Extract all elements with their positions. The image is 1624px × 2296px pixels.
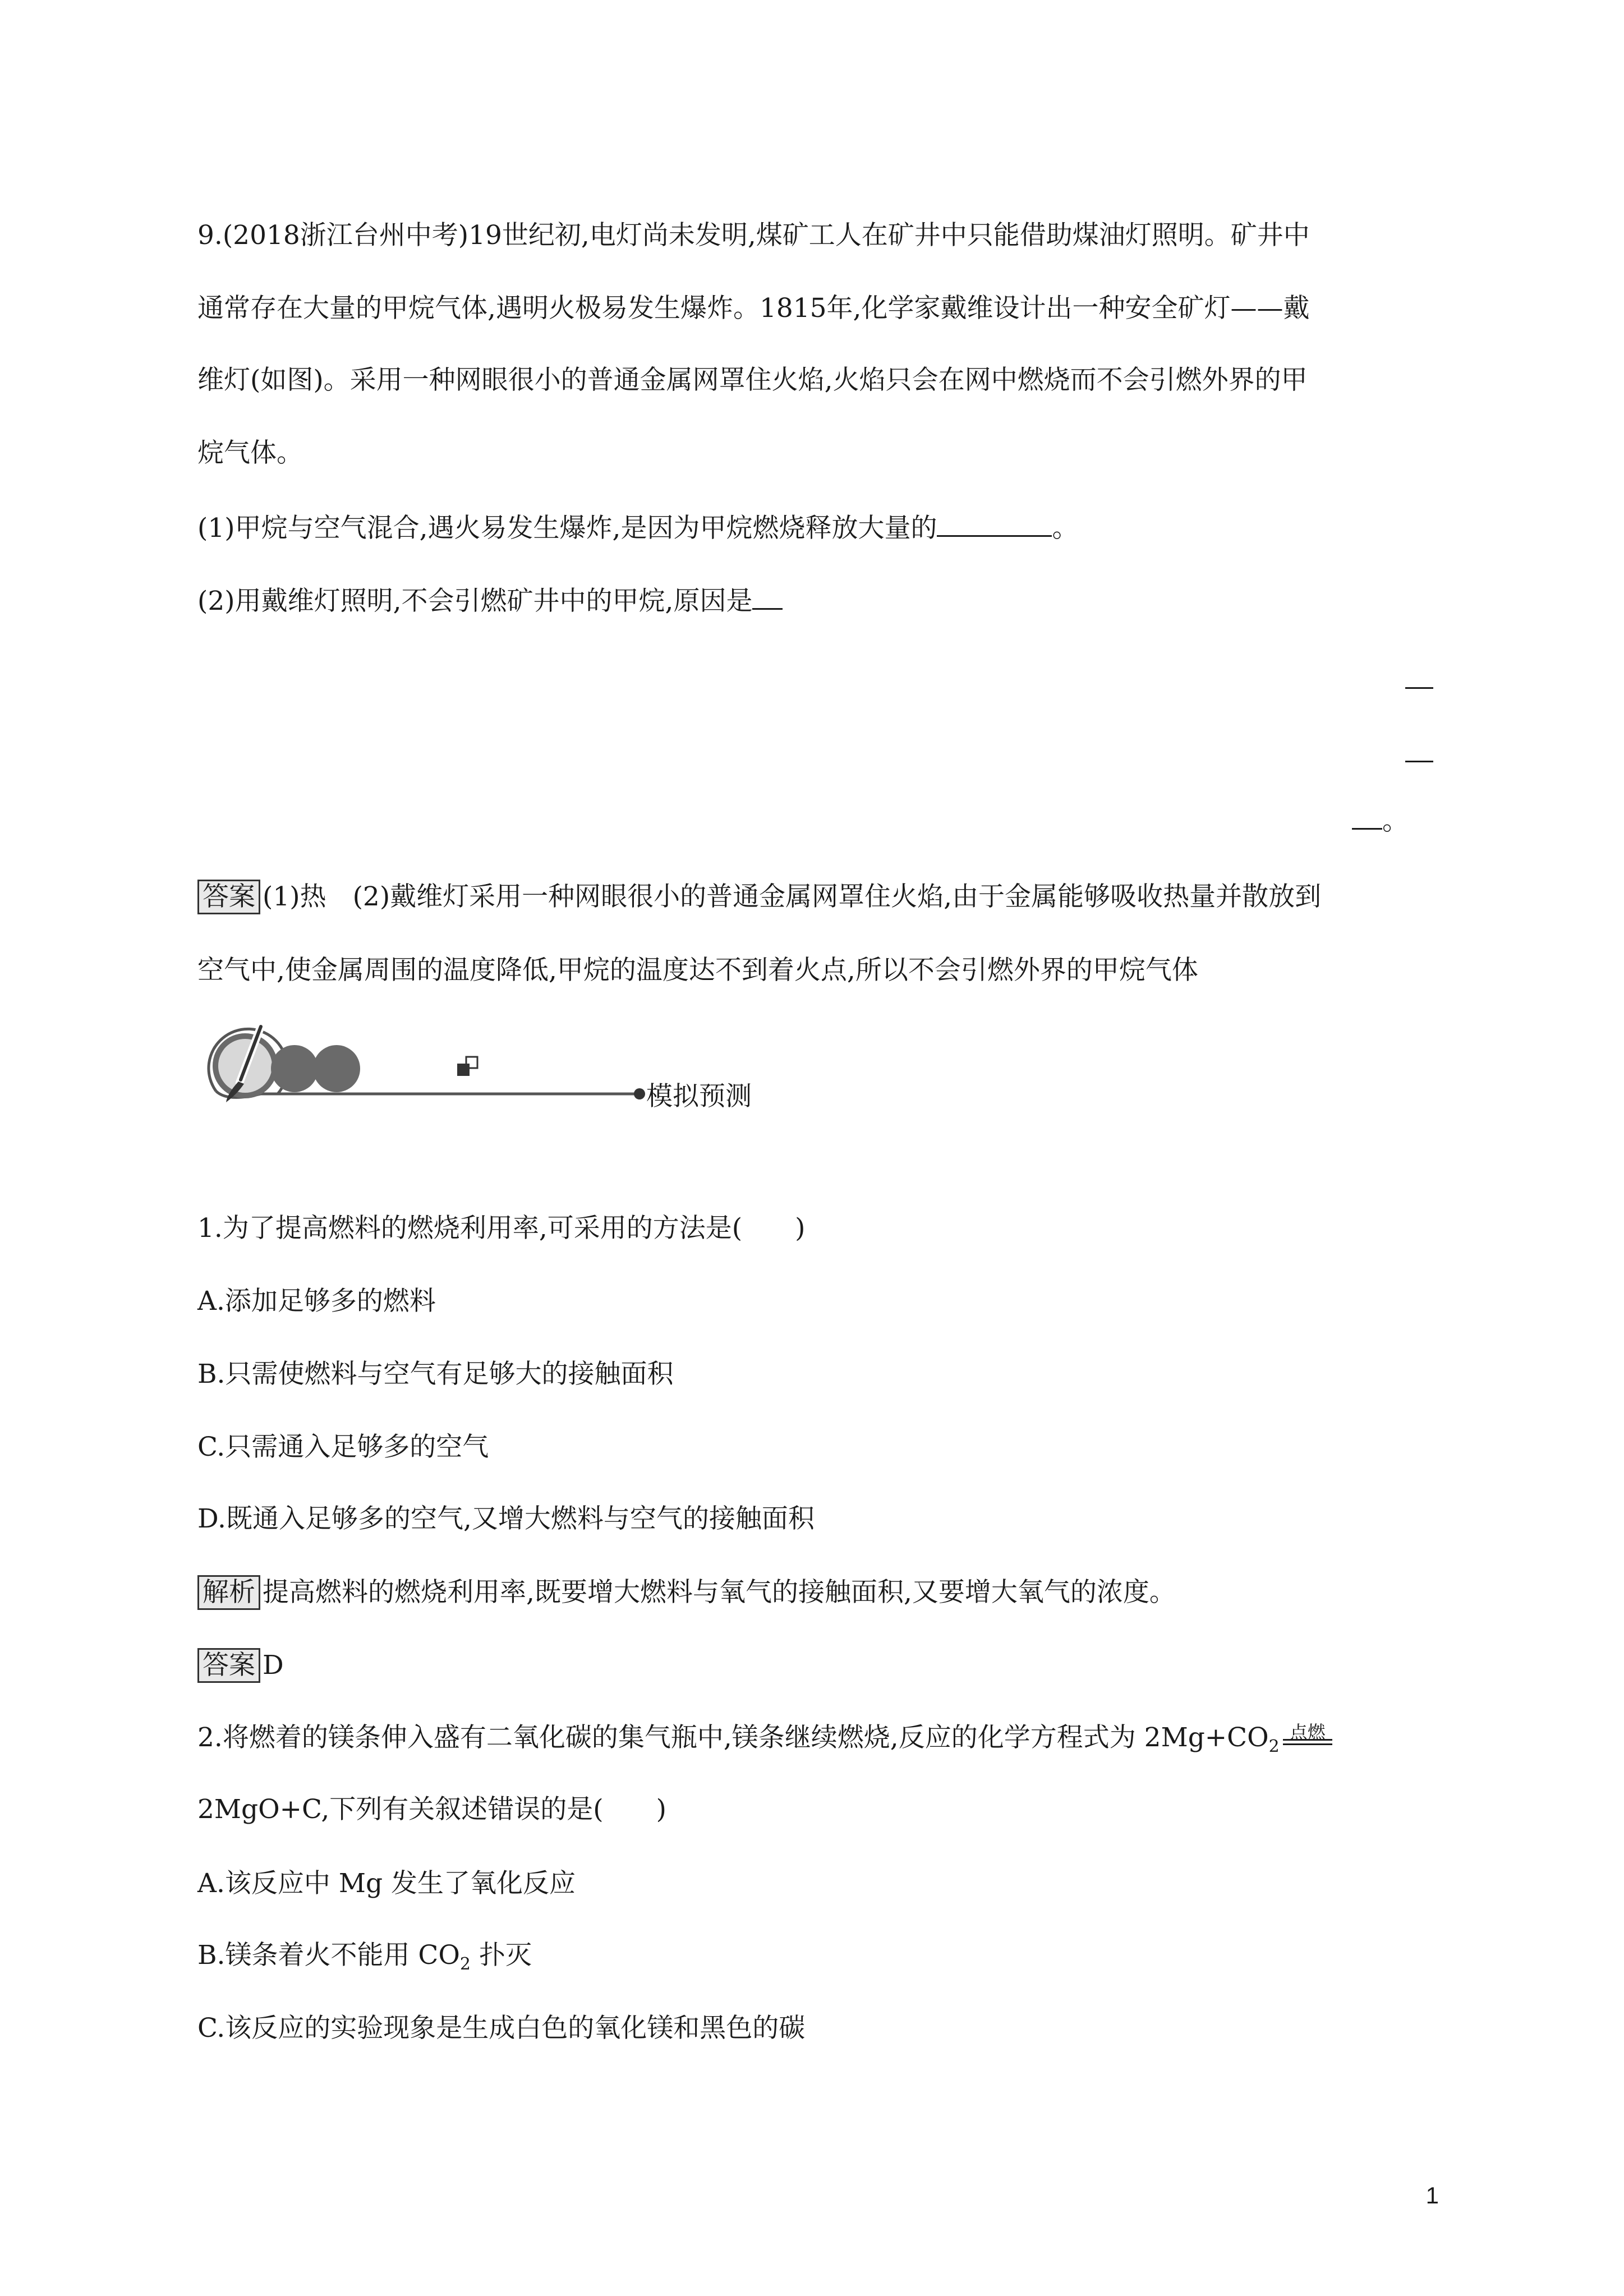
q9-part1-text: (1)甲烷与空气混合,遇火易发生爆炸,是因为甲烷燃烧释放大量的 — [197, 513, 937, 544]
q2-option-b-text: B.镁条着火不能用 CO — [197, 1940, 460, 1971]
q9-part1-blank — [937, 510, 1052, 537]
analysis-tag: 解析 — [197, 1575, 260, 1610]
section-banner-graphic — [194, 1010, 654, 1116]
q9-part2 — [197, 583, 1422, 618]
q9-part2-blank-end — [1352, 803, 1382, 830]
q9-line-1: 9.(2018浙江台州中考)19世纪初,电灯尚未发明,煤矿工人在矿井中只能借助煤油灯照明。矿井中 — [197, 220, 1310, 251]
answer-tag: 答案 — [197, 880, 260, 914]
q9-part2-blank-line-3 — [1405, 761, 1433, 762]
q9-part2-blank-line-2 — [1405, 687, 1433, 689]
q9-part1 — [197, 510, 1422, 545]
q2-option-a: A.该反应中 Mg 发生了氧化反应 — [197, 1868, 576, 1899]
reaction-condition — [1283, 1722, 1332, 1764]
section-title: 模拟预测 — [646, 1081, 752, 1112]
reaction-condition-label: 点燃 — [1289, 1722, 1326, 1743]
q9-part2-text: (2)用戴维灯照明,不会引燃矿井中的甲烷,原因是 — [197, 586, 753, 616]
q9-answer-line-1: (1)热 (2)戴维灯采用一种网眼很小的普通金属网罩住火焰,由于金属能够吸收热量并散放到 — [263, 881, 1322, 912]
q1-answer — [197, 1648, 1422, 1683]
q2-stem-text: 2.将燃着的镁条伸入盛有二氧化碳的集气瓶中,镁条继续燃烧,反应的化学方程式为 2Mg+CO — [197, 1722, 1269, 1753]
q1-option-c: C.只需通入足够多的空气 — [197, 1432, 489, 1462]
q1-option-a: A.添加足够多的燃料 — [197, 1286, 436, 1317]
q2-stem-line-2: 2MgO+C,下列有关叙述错误的是( ) — [197, 1794, 666, 1825]
page-number: 1 — [1425, 2182, 1439, 2208]
q9-part2-blank — [752, 583, 783, 610]
q1-analysis-text: 提高燃料的燃烧利用率,既要增大燃料与氧气的接触面积,又要增大氧气的浓度。 — [263, 1577, 1176, 1608]
q1-option-b: B.只需使燃料与空气有足够大的接触面积 — [197, 1359, 674, 1389]
q2-option-c: C.该反应的实验现象是生成白色的氧化镁和黑色的碳 — [197, 2013, 806, 2044]
q1-analysis — [197, 1575, 1422, 1610]
q9-line-3: 维灯(如图)。采用一种网眼很小的普通金属网罩住火焰,火焰只会在网中燃烧而不会引燃外界的甲 — [197, 365, 1308, 395]
q9-line-4: 烷气体。 — [197, 438, 303, 468]
q9-line-2: 通常存在大量的甲烷气体,遇明火极易发生爆炸。1815年,化学家戴维设计出一种安全矿灯——戴 — [197, 293, 1310, 324]
q2-stem-line-1 — [197, 1721, 1422, 1764]
equals-bar-top — [1283, 1739, 1332, 1741]
answer-tag: 答案 — [197, 1648, 260, 1683]
q9-answer-line-2: 空气中,使金属周围的温度降低,甲烷的温度达不到着火点,所以不会引燃外界的甲烷气体 — [197, 955, 1198, 986]
q2-option-b — [197, 1939, 1422, 1981]
q1-stem: 1.为了提高燃料的燃烧利用率,可采用的方法是( ) — [197, 1213, 806, 1244]
q9-part1-end: 。 — [1052, 513, 1079, 544]
q9-part2-end: 。 — [1382, 806, 1409, 836]
q9-part2-final — [1352, 803, 1409, 838]
q2-option-b-tail: 扑灭 — [471, 1940, 532, 1971]
q2-stem-subscript: 2 — [1268, 1737, 1280, 1756]
q1-answer-text: D — [263, 1650, 284, 1681]
equals-bar-bottom — [1283, 1743, 1332, 1745]
q2-option-b-subscript: 2 — [459, 1954, 471, 1974]
q9-answer — [197, 880, 1422, 914]
q1-option-d: D.既通入足够多的空气,又增大燃料与空气的接触面积 — [197, 1503, 815, 1534]
